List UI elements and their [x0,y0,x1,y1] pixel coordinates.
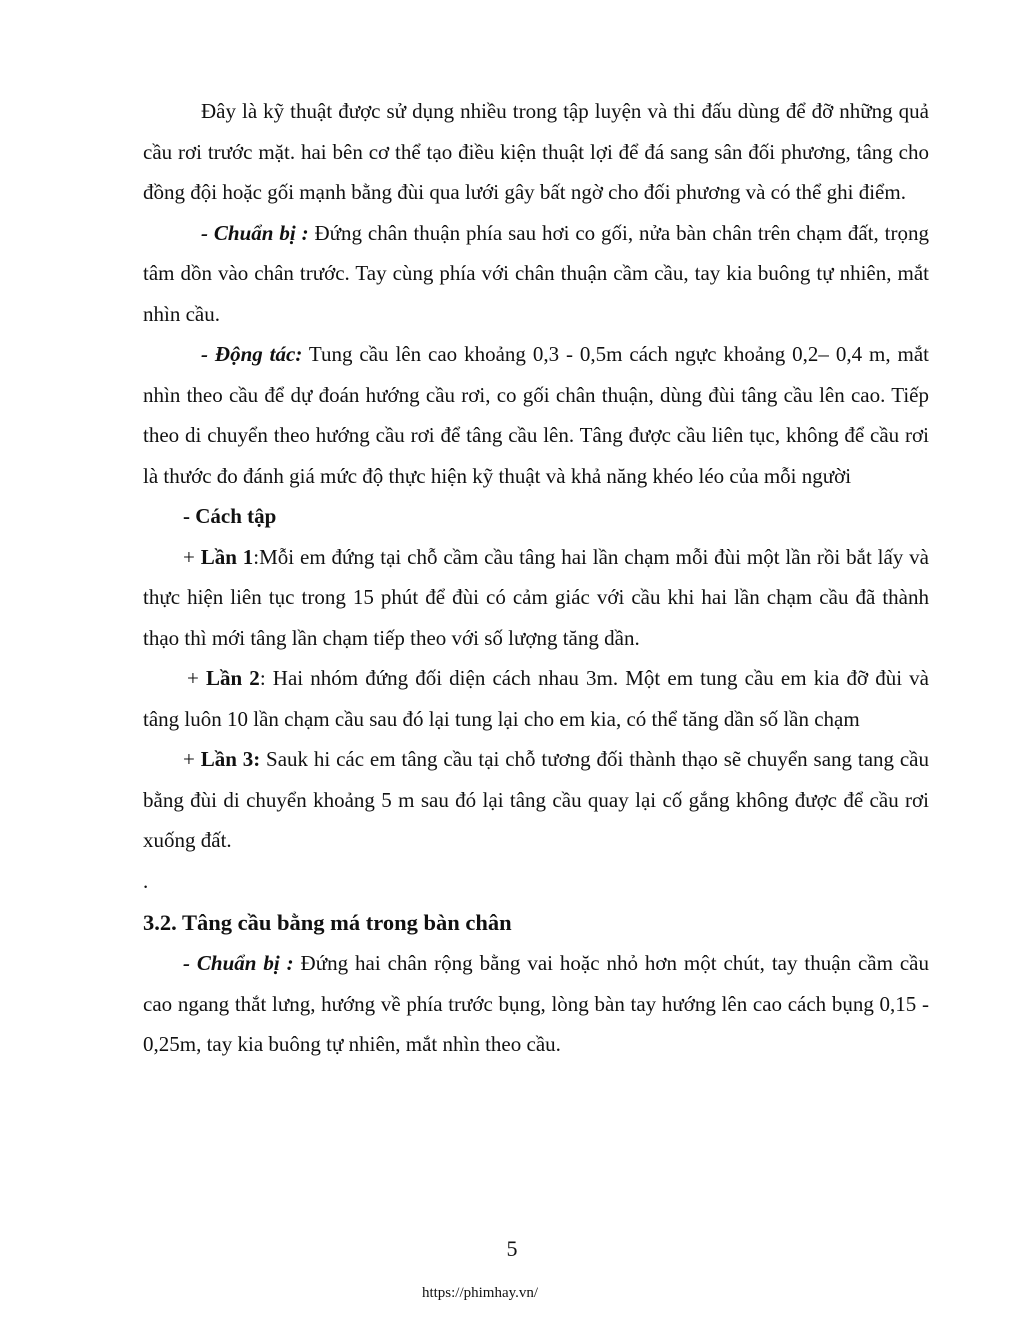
chuan-bi-text: Đứng chân thuận phía sau hơi co gối, nửa bàn chân trên chạm đất, trọng tâm dồn vào chân trước. Tay cùng phía với chân thuận cầm cầu, tay kia buông tự nhiên, mắt nhìn cầu. [143,220,929,326]
dong-tac-text: Tung cầu lên cao khoảng 0,3 - 0,5m cách ngực khoảng 0,2– 0,4 m, mắt nhìn theo cầu để dự đoán hướng cầu rơi, co gối chân thuận, dùng đùi tâng cầu lên cao. Tiếp theo di chuyển theo hướng cầu rơi để tâng cầu lên. Tâng được cầu liên tục, không để cầu rơi là thước đo đánh giá mức độ thực hiện kỹ thuật và khả năng khéo léo của mỗi người [143,342,929,488]
lan-3-paragraph [143,739,929,861]
lan-2-bullet: + [187,666,206,690]
lan-1-text: :Mỗi em đứng tại chỗ cầm cầu tâng hai lần chạm mỗi đùi một lần rồi bắt lấy và thực hiện liên tục trong 15 phút để đùi có cảm giác với cầu khi hai lần chạm cầu đã thành thạo thì mới tâng lần chạm tiếp theo với số lượng tăng dần. [143,544,929,650]
section-heading-3-2: 3.2. Tâng cầu bằng má trong bàn chân [143,910,512,935]
chuan-bi-2-label: - Chuẩn bị : [183,951,294,975]
lan-3-label: Lần 3: [200,747,261,771]
footer-url: https://phimhay.vn/ [421,1285,539,1301]
lan-2-text: : Hai nhóm đứng đối diện cách nhau 3m. Một em tung cầu em kia đỡ đùi và tâng luôn 10 lần chạm cầu sau đó lại tung lại cho em kia, có thể tăng dần số lần chạm [143,666,930,731]
lan-1-label: Lần 1 [200,544,254,569]
lan-1-bullet: + [183,544,201,569]
stray-dot: . [143,868,149,893]
lan-2-paragraph [143,658,929,739]
chuan-bi-2-paragraph [143,943,929,1065]
lan-3-bullet: + [183,747,201,771]
lan-1-paragraph [143,537,929,659]
page-number: 5 [506,1236,518,1261]
page-body [143,91,929,1065]
chuan-bi-2-text: Đứng hai chân rộng bằng vai hoặc nhỏ hơn một chút, tay thuận cầm cầu cao ngang thắt lưng, hướng về phía trước bụng, lòng bàn tay hướng lên cao cách bụng 0,15 - 0,25m, tay kia buông tự nhiên, mắt nhìn theo cầu. [143,951,930,1056]
lan-2-label: Lần 2 [205,666,260,690]
lan-3-text: Sauk hi các em tâng cầu tại chỗ tương đối thành thạo sẽ chuyển sang tang cầu bằng đùi di chuyển khoảng 5 m sau đó lại tâng cầu quay lại cố gắng không được để cầu rơi xuống đất. [143,747,929,852]
chuan-bi-label: - Chuẩn bị : [201,220,309,245]
dong-tac-label: - Động tác: [201,342,303,366]
dong-tac-paragraph [143,334,929,496]
intro-paragraph: Đây là kỹ thuật được sử dụng nhiều trong tập luyện và thi đấu dùng để đỡ những quả cầu rơi trước mặt. hai bên cơ thể tạo điều kiện thuật lợi để đá sang sân đối phương, tâng cho đồng đội hoặc gối mạnh bằng đùi qua lưới gây bất ngờ cho đối phương và có thể ghi điểm. [143,99,929,204]
cach-tap-heading: - Cách tập [183,504,277,528]
chuan-bi-paragraph [143,213,929,335]
